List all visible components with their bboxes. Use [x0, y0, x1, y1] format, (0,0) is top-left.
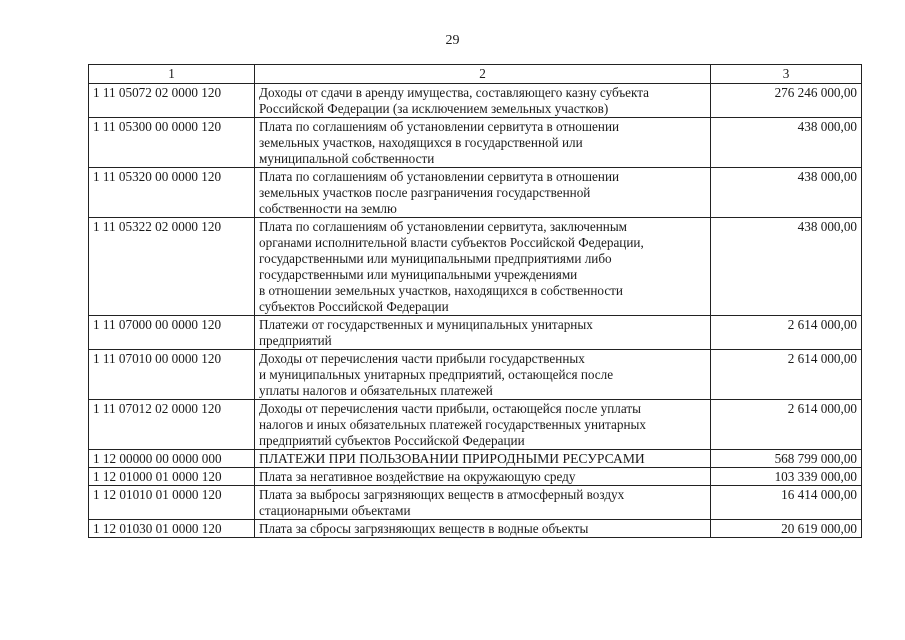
amount-cell: 20 619 000,00: [711, 520, 862, 538]
table-row: [89, 486, 862, 520]
amount-cell: 276 246 000,00: [711, 84, 862, 118]
table-row: [89, 218, 862, 316]
table-header-row: [89, 65, 862, 84]
revenue-name-cell: Плата по соглашениям об установлении сервитута в отношении земельных участков, находящихся в государственной или муниципальной собственности: [255, 118, 711, 168]
table-row: [89, 350, 862, 400]
budget-code-cell: 1 11 07012 02 0000 120: [89, 400, 255, 450]
page-number: 29: [445, 33, 460, 48]
amount-cell: 16 414 000,00: [711, 486, 862, 520]
amount-cell: 2 614 000,00: [711, 350, 862, 400]
amount-cell: 438 000,00: [711, 168, 862, 218]
budget-code-cell: 1 11 07000 00 0000 120: [89, 316, 255, 350]
table-row: [89, 520, 862, 538]
revenue-name-cell: Плата по соглашениям об установлении сервитута в отношении земельных участков после разграничения государственной собственности на землю: [255, 168, 711, 218]
budget-code-cell: 1 12 01000 01 0000 120: [89, 468, 255, 486]
amount-cell: 568 799 000,00: [711, 450, 862, 468]
column-header-code: 1: [89, 65, 255, 84]
column-header-sum: 3: [711, 65, 862, 84]
table-row: [89, 400, 862, 450]
budget-revenue-table: [88, 64, 862, 538]
revenue-name-cell: Плата за сбросы загрязняющих веществ в водные объекты: [255, 520, 711, 538]
table-row: [89, 168, 862, 218]
budget-code-cell: 1 11 05300 00 0000 120: [89, 118, 255, 168]
column-header-name: 2: [255, 65, 711, 84]
revenue-name-cell: ПЛАТЕЖИ ПРИ ПОЛЬЗОВАНИИ ПРИРОДНЫМИ РЕСУРСАМИ: [255, 450, 711, 468]
budget-code-cell: 1 11 05322 02 0000 120: [89, 218, 255, 316]
amount-cell: 2 614 000,00: [711, 400, 862, 450]
table-row: [89, 118, 862, 168]
revenue-name-cell: Доходы от перечисления части прибыли, остающейся после уплаты налогов и иных обязательных платежей государственных унитарных предприятий субъектов Российской Федерации: [255, 400, 711, 450]
revenue-name-cell: Плата за выбросы загрязняющих веществ в атмосферный воздух стационарными объектами: [255, 486, 711, 520]
revenue-name-cell: Платежи от государственных и муниципальных унитарных предприятий: [255, 316, 711, 350]
amount-cell: 2 614 000,00: [711, 316, 862, 350]
revenue-name-cell: Доходы от перечисления части прибыли государственных и муниципальных унитарных предприятий, остающейся после уплаты налогов и обязательных платежей: [255, 350, 711, 400]
table-row: [89, 316, 862, 350]
revenue-name-cell: Доходы от сдачи в аренду имущества, составляющего казну субъекта Российской Федерации (за исключением земельных участков): [255, 84, 711, 118]
table-body: [89, 84, 862, 538]
table-row: [89, 450, 862, 468]
table-row: [89, 84, 862, 118]
amount-cell: 438 000,00: [711, 218, 862, 316]
budget-code-cell: 1 11 05072 02 0000 120: [89, 84, 255, 118]
budget-code-cell: 1 12 00000 00 0000 000: [89, 450, 255, 468]
budget-code-cell: 1 11 05320 00 0000 120: [89, 168, 255, 218]
amount-cell: 103 339 000,00: [711, 468, 862, 486]
revenue-name-cell: Плата по соглашениям об установлении сервитута, заключенным органами исполнительной власти субъектов Российской Федерации, государственными или муниципальными предприятиями либо государственными или муниципальными учреждениями в отношении земельных участков, находящихся в собственности субъектов Российской Федерации: [255, 218, 711, 316]
budget-code-cell: 1 12 01030 01 0000 120: [89, 520, 255, 538]
budget-code-cell: 1 11 07010 00 0000 120: [89, 350, 255, 400]
budget-code-cell: 1 12 01010 01 0000 120: [89, 486, 255, 520]
amount-cell: 438 000,00: [711, 118, 862, 168]
table-row: [89, 468, 862, 486]
revenue-name-cell: Плата за негативное воздействие на окружающую среду: [255, 468, 711, 486]
